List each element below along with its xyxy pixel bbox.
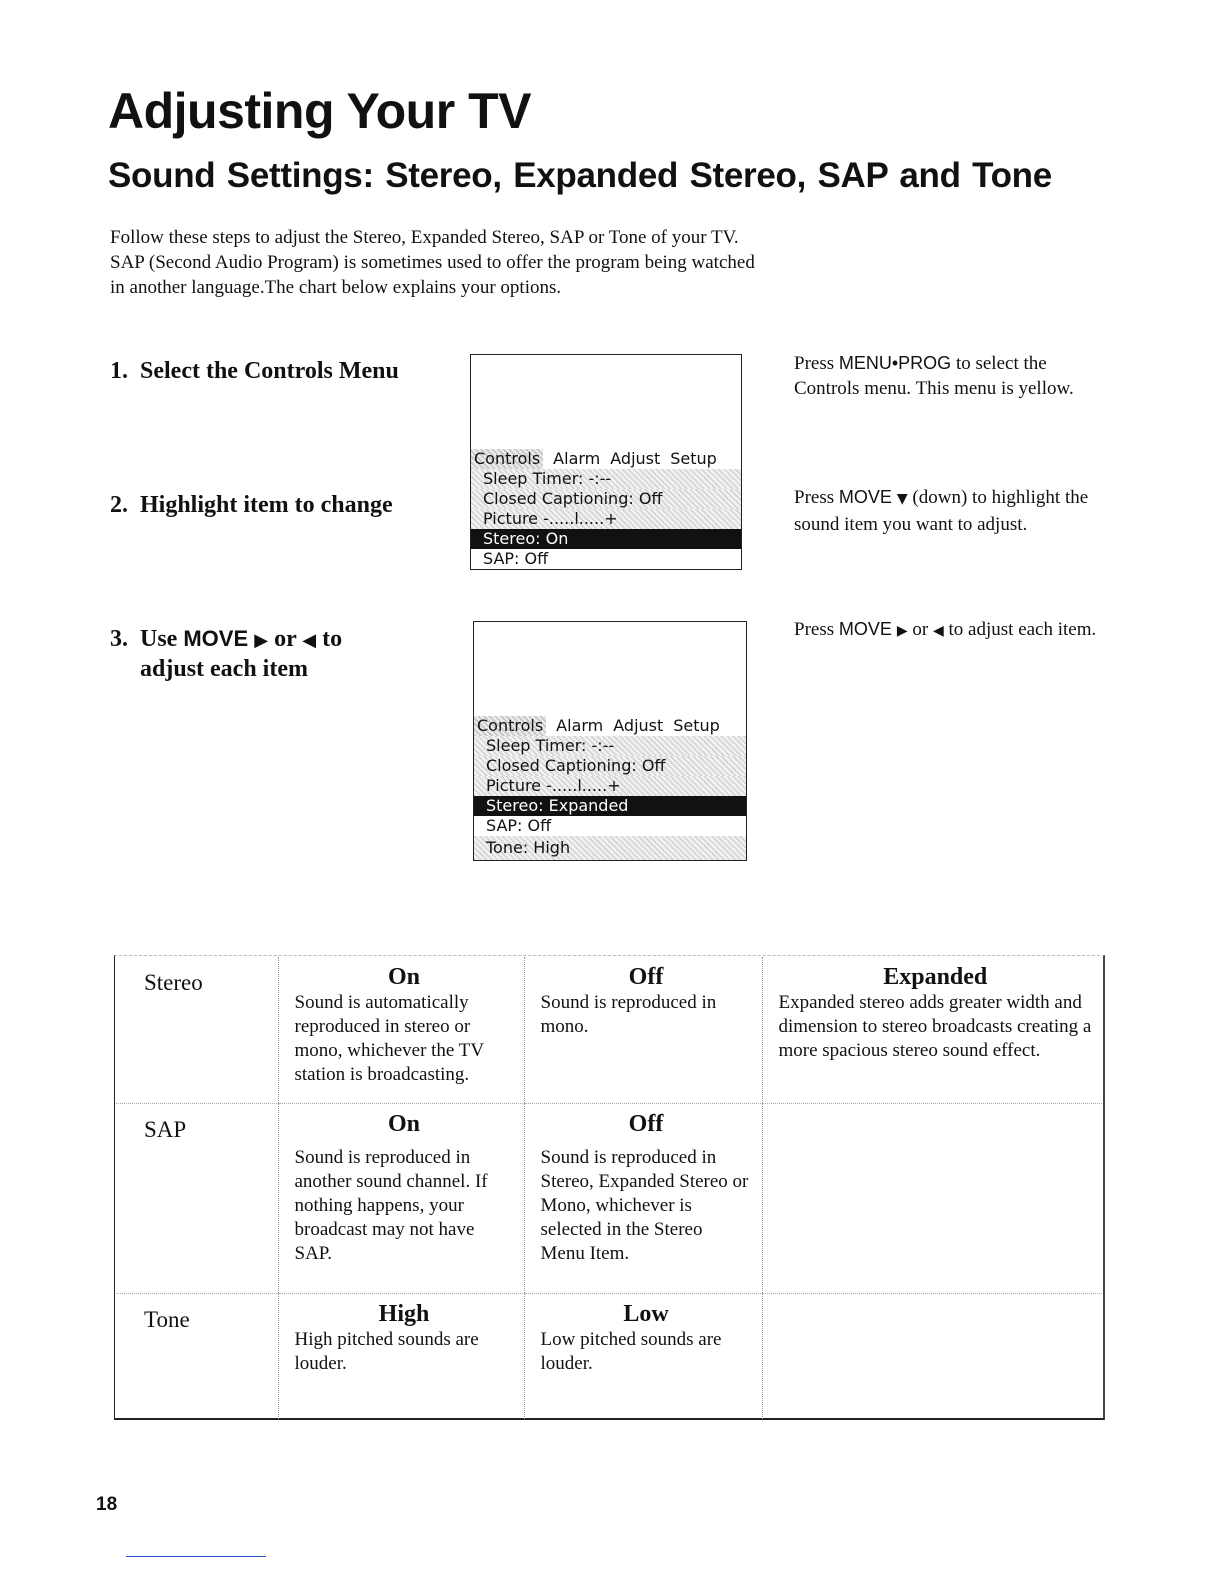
intro-paragraph: Follow these steps to adjust the Stereo, Expanded Stereo, SAP or Tone of your TV. SAP (Second Audio Program) is sometimes used to offer the program being watched in another language.The chart below explains your options. (110, 227, 755, 298)
step-2-number: 2. (110, 492, 128, 518)
step-3-description: Press MOVE ▶ or ◀ to adjust each item. (794, 619, 1097, 640)
menu-item-closed-captioning: Closed Captioning: Off (471, 489, 741, 509)
option-text: Sound is reproduced in mono. (540, 992, 717, 1037)
menu-prog-key: MENU•PROG (838, 353, 952, 373)
tab-controls: Controls (474, 716, 546, 736)
options-table (116, 957, 1102, 1419)
option-text: Low pitched sounds are louder. (540, 1328, 722, 1374)
step-2-description: Press MOVE ▼ (down) to highlight the sound item you want to adjust. (794, 487, 1089, 535)
step-2-heading (110, 491, 393, 520)
menu-item-picture: Picture -.....l.....+ (474, 776, 746, 796)
tv-screen-stereo-expanded (473, 621, 747, 861)
page-number: 18 (96, 1494, 118, 1515)
option-cell-sap-off (524, 1103, 762, 1293)
empty-cell (762, 1293, 1102, 1419)
option-text: Sound is reproduced in Stereo, Expanded Stereo or Mono, whichever is selected in the Stereo Menu Item. (540, 1146, 749, 1264)
footer-rule (126, 1556, 266, 1557)
option-text: Sound is reproduced in another sound channel. If nothing happens, your broadcast may not have SAP. (294, 1146, 488, 1264)
tab-adjust: Adjust (610, 449, 661, 468)
step-1-description: Press MENU•PROG to select the Controls menu. This menu is yellow. (794, 353, 1074, 399)
option-cell-tone-high (278, 1293, 524, 1419)
menu-tab-bar (471, 449, 741, 469)
option-heading: Off (628, 964, 664, 990)
tab-setup: Setup (673, 716, 720, 735)
step-2-label: Highlight item to change (140, 492, 393, 518)
option-text: High pitched sounds are louder. (294, 1328, 479, 1374)
menu-item-closed-captioning: Closed Captioning: Off (474, 756, 746, 776)
controls-menu (474, 716, 746, 860)
table-row-tone (116, 1293, 1102, 1419)
step-3-heading: 3. Use MOVE ▶ or ◀ to adjust each item (110, 626, 343, 682)
option-heading: On (387, 964, 420, 990)
step-3-number: 3. (110, 626, 128, 652)
move-key: MOVE (838, 619, 897, 639)
table-row-sap (116, 1103, 1102, 1293)
tab-alarm: Alarm (553, 449, 601, 468)
step-1-number: 1. (110, 358, 128, 384)
page-title: Adjusting Your TV (108, 83, 531, 139)
left-arrow-icon: ◀ (302, 630, 317, 651)
menu-tab-bar (474, 716, 746, 736)
option-heading: Expanded (883, 964, 988, 990)
tv-screen-controls-menu (470, 354, 742, 570)
table-row-stereo (116, 957, 1102, 1103)
menu-item-picture: Picture -.....l.....+ (471, 509, 741, 529)
menu-item-sleep-timer: Sleep Timer: -:-- (471, 469, 741, 489)
row-label-tone: Tone (144, 1306, 190, 1332)
option-heading: Low (623, 1300, 669, 1327)
option-heading: Off (628, 1110, 664, 1137)
down-arrow-icon: ▼ (896, 491, 908, 507)
empty-cell (762, 1103, 1102, 1293)
tab-alarm: Alarm (556, 716, 604, 735)
controls-menu (471, 449, 741, 569)
step-1-heading (110, 357, 399, 386)
right-arrow-icon: ▶ (896, 623, 908, 639)
step-3-label-line2: adjust each item (140, 656, 308, 682)
option-text: Expanded stereo adds greater width and dimension to stereo broadcasts creating a more spacious stereo sound effect. (778, 992, 1092, 1061)
move-key: MOVE (183, 626, 255, 651)
menu-item-sap: SAP: Off (471, 549, 741, 569)
row-label-stereo: Stereo (116, 957, 278, 1103)
row-label-sap: SAP (116, 1103, 278, 1293)
move-key: MOVE (838, 487, 897, 507)
menu-item-tone: Tone: High (474, 836, 746, 860)
tab-setup: Setup (670, 449, 717, 468)
option-cell-stereo-off (524, 957, 762, 1103)
step-1-label: Select the Controls Menu (140, 358, 399, 384)
right-arrow-icon: ▶ (254, 630, 269, 651)
option-cell-sap-on (278, 1103, 524, 1293)
menu-item-stereo-highlighted: Stereo: On (471, 529, 741, 549)
option-heading: On (387, 1110, 420, 1137)
menu-item-stereo-highlighted: Stereo: Expanded (474, 796, 746, 816)
left-arrow-icon: ◀ (933, 623, 944, 639)
tab-adjust: Adjust (613, 716, 664, 735)
section-subtitle: Sound Settings: Stereo, Expanded Stereo, SAP and Tone (108, 156, 1052, 195)
option-heading: High (378, 1300, 430, 1327)
option-cell-stereo-on (278, 957, 524, 1103)
menu-item-sap: SAP: Off (474, 816, 746, 836)
option-cell-tone-low (524, 1293, 762, 1419)
menu-item-sleep-timer: Sleep Timer: -:-- (474, 736, 746, 756)
option-text: Sound is automatically reproduced in stereo or mono, whichever the TV station is broadcasting. (294, 992, 484, 1085)
option-cell-stereo-expanded (762, 957, 1102, 1103)
tab-controls: Controls (471, 449, 543, 469)
